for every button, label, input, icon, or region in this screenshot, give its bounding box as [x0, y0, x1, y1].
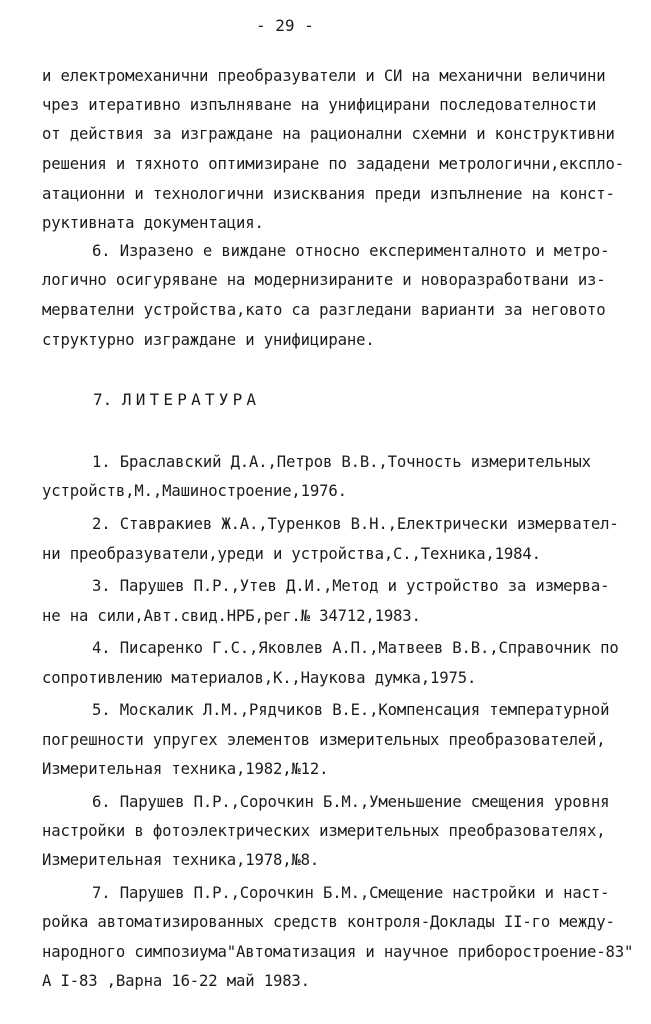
section-title: ЛИТЕРАТУРА: [121, 390, 261, 409]
reference-line: народного симпозиума"Автоматизация и научное приборостроение-83": [42, 943, 634, 961]
point6-line: структурно изграждане и унифициране.: [42, 331, 375, 349]
reference-line: Измерительная техника,1982,№12.: [42, 760, 329, 778]
point6-line: 6. Изразено е виждане относно експерименталното и метро-: [92, 242, 610, 260]
reference-line: 5. Москалик Л.М.,Рядчиков В.Е.,Компенсация температурной: [92, 701, 610, 719]
intro-line: руктивната документация.: [42, 214, 264, 232]
point6-line: логично осигуряване на модернизираните и новоразработвани из-: [42, 271, 606, 289]
reference-line: 2. Ставракиев Ж.А.,Туренков В.Н.,Електрически измервател-: [92, 515, 619, 533]
reference-line: ройка автоматизированных средств контроля-Доклады II-го между-: [42, 913, 615, 931]
reference-line: сопротивлению материалов,К.,Наукова думка,1975.: [42, 669, 477, 687]
reference-line: А I-83 ,Варна 16-22 май 1983.: [42, 972, 310, 990]
reference-line: 6. Парушев П.Р.,Сорочкин Б.М.,Уменьшение смещения уровня: [92, 793, 610, 811]
reference-line: 7. Парушев П.Р.,Сорочкин Б.М.,Смещение настройки и наст-: [92, 884, 610, 902]
point6-line: мервателни устройства,като са разгледани варианти за неговото: [42, 301, 606, 319]
intro-line: от действия за изграждане на рационални схемни и конструктивни: [42, 125, 615, 143]
page-number: - 29 -: [256, 16, 314, 35]
reference-line: 3. Парушев П.Р.,Утев Д.И.,Метод и устройство за измерва-: [92, 577, 610, 595]
reference-line: 1. Браславский Д.А.,Петров В.В.,Точность измерительных: [92, 453, 591, 471]
reference-line: 4. Писаренко Г.С.,Яковлев А.П.,Матвеев В.В.,Справочник по: [92, 639, 619, 657]
intro-line: решения и тяхното оптимизиране по зададени метрологични,експло-: [42, 155, 625, 173]
reference-line: ни преобразуватели,уреди и устройства,С.,Техника,1984.: [42, 545, 541, 563]
reference-line: настройки в фотоэлектрических измерительных преобразователях,: [42, 822, 606, 840]
section-number: 7.: [93, 390, 113, 409]
reference-line: Измерительная техника,1978,№8.: [42, 851, 320, 869]
section-heading: [93, 390, 260, 410]
intro-line: чрез итеративно изпълняване на унифицирани последователности: [42, 96, 597, 114]
reference-line: погрешности упругех элементов измерительных преобразователей,: [42, 731, 606, 749]
intro-line: атационни и технологични изисквания преди изпълнение на конст-: [42, 185, 615, 203]
reference-line: не на сили,Авт.свид.НРБ,рег.№ 34712,1983.: [42, 607, 421, 625]
reference-line: устройств,М.,Машиностроение,1976.: [42, 482, 347, 500]
intro-line: и електромеханични преобразуватели и СИ на механични величини: [42, 67, 606, 85]
